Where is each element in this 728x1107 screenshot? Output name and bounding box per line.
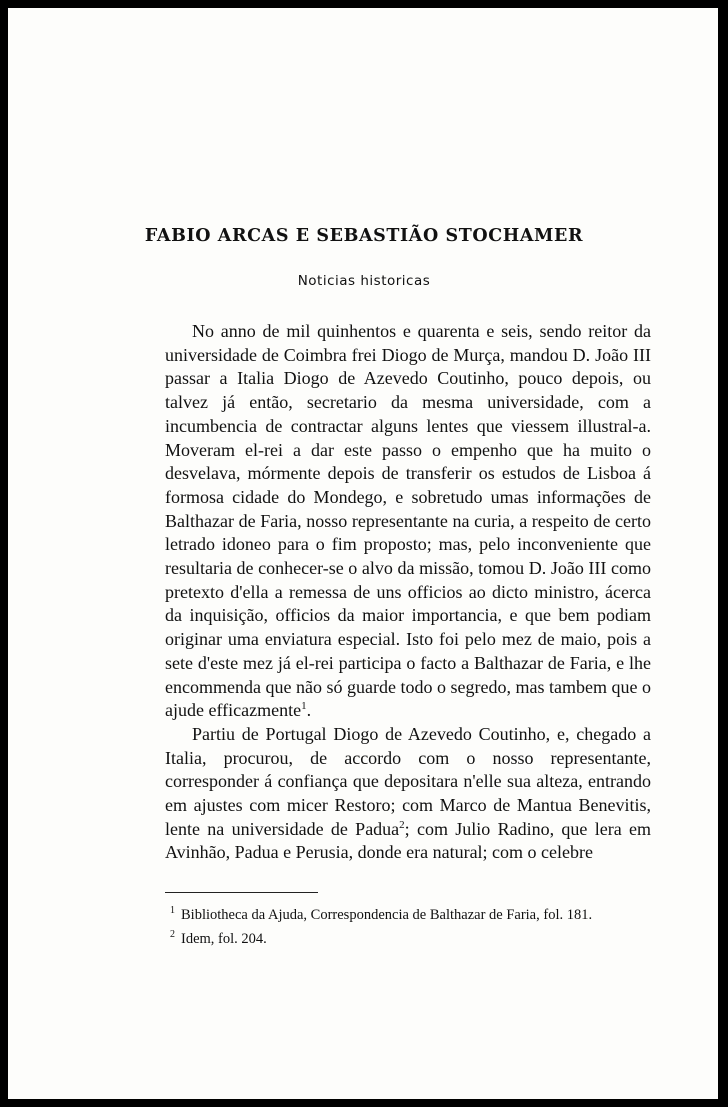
- paragraph-1-text: No anno de mil quinhentos e quarenta e seis, sendo reitor da universidade de Coimbra frei Diogo de Murça, mandou D. João III passar a Italia Diogo de Azevedo Coutinho, pouco depois, ou talvez já então, secretario da mesma universidade, com a incumbencia de contractar alguns lentes que viessem illustral-a. Moveram el-rei a dar este passo o empenho que ha muito o desvelava, mórmente depois de transferir os estudos de Lisboa á formosa cidade do Mondego, e sobretudo umas informações de Balthazar de Faria, nosso representante na curia, a respeito de certo letrado idoneo para o fim proposto; mas, pelo inconveniente que resultaria de conhecer-se o alvo da missão, tomou D. João III como pretexto d'ella a remessa de uns officios ao dicto ministro, ácerca da inquisição, officios da maior importancia, e que bem podiam originar uma enviatura especial. Isto foi pelo mez de maio, pois a sete d'este mez já el-rei participa o facto a Balthazar de Faria, e lhe encommenda que não só guarde todo o segredo, mas tambem que o ajude efficazmente: [165, 321, 651, 721]
- footnote-ref-2[interactable]: 2: [399, 818, 405, 831]
- chapter-subtitle: Noticias historicas: [297, 273, 431, 289]
- footnote-2-number: 2: [170, 928, 175, 940]
- footnote-2: [170, 925, 650, 949]
- footnote-1-text: Bibliotheca da Ajuda, Correspondencia de Balthazar de Faria, fol. 181.: [181, 906, 593, 923]
- paragraph-1-tail: .: [306, 700, 312, 721]
- paragraph-1: [165, 320, 651, 723]
- body-text: [165, 320, 651, 865]
- chapter-title: FABIO ARCAS E SEBASTIÃO STOCHAMER: [144, 226, 584, 246]
- footnote-ref-1[interactable]: 1: [301, 700, 307, 713]
- paragraph-2: [165, 723, 651, 865]
- footnote-1-number: 1: [170, 905, 175, 916]
- paragraph-2-text: Partiu de Portugal Diogo de Azevedo Coutinho, e, chegado a Italia, procurou, de accordo com o nosso representante, corresponder á confiança que depositara n'elle sua alteza, entrando em ajustes com micer Restoro; com Marco de Mantua Benevitis, lente na universidade de Padua: [165, 723, 651, 839]
- book-page: [8, 8, 718, 1099]
- footnote-1: [170, 901, 650, 925]
- footnotes: [170, 901, 650, 949]
- paragraph-2-tail: ; com Julio Radino, que lera em Avinhão, Padua e Perusia, donde era natural; com o celebre: [165, 818, 651, 863]
- footnote-2-text: Idem, fol. 204.: [181, 930, 267, 947]
- footnote-divider: [165, 892, 318, 893]
